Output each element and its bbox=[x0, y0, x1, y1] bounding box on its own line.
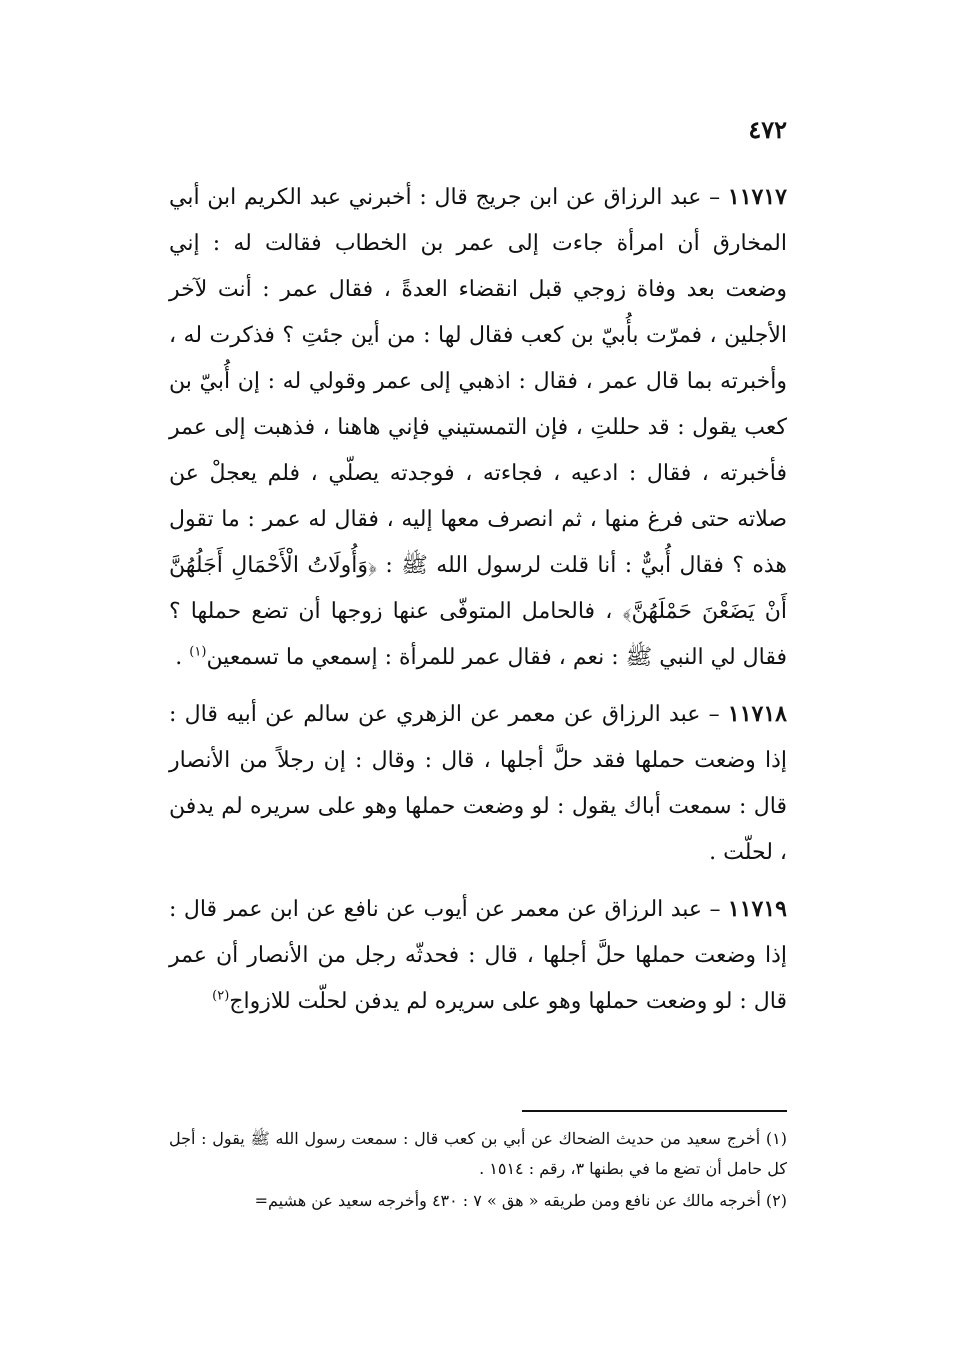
footnote-divider bbox=[522, 1110, 787, 1112]
main-text bbox=[169, 174, 787, 1035]
footnote-ref: (٢) bbox=[212, 988, 230, 1004]
hadith-text: – عبد الرزاق عن معمر عن الزهري عن سالم عن أبيه قال : إذا وضعت حملها فقد حلَّ أجلها ، قال : وقال : إن رجلاً من الأنصار قال : سمعت أباك يقول : لو وضعت حملها وهو على سريره لم يدفن ، لحلّت . bbox=[169, 702, 787, 865]
footnote: (١) أخرج سعيد من حديث الضحاك عن أبي بن كعب قال : سمعت رسول الله ﷺ يقول : أجل كل حامل أن تضع ما في بطنها ٣، رقم : ١٥١٤ . bbox=[169, 1129, 787, 1178]
hadith-text: – عبد الرزاق عن معمر عن أيوب عن نافع عن ابن عمر قال : إذا وضعت حملها حلَّ أجلها ، قال : فحدثّه رجل من الأنصار أن عمر قال : لو وضعت حملها وهو على سريره لم يدفن لحلّت للازواج bbox=[169, 897, 787, 1014]
hadith-number: ١١٧١٩ bbox=[727, 896, 787, 922]
footnotes bbox=[169, 1124, 787, 1218]
page-number: ٤٧٢ bbox=[748, 115, 787, 144]
footnote: (٢) أخرجه مالك عن نافع ومن طريقه « هق » ٧ : ٤٣٠ وأخرجه سعيد عن هشيم= bbox=[254, 1191, 787, 1210]
hadith-tail: . bbox=[175, 645, 183, 670]
hadith-number: ١١٧١٧ bbox=[727, 184, 787, 210]
hadith-text: – عبد الرزاق عن ابن جريج قال : أخبرني عبد الكريم ابن أبي المخارق أن امرأة جاءت إلى عمر بن الخطاب فقالت له : إني وضعت بعد وفاة زوجي قبل انقضاء العدةً ، فقال عمر : أنت لآخر الأجلين ، فمرّت بأُبيّ بن كعب فقال لها : من أين جئتِ ؟ فذكرت له ، وأخبرته بما قال عمر ، فقال : اذهبي إلى عمر وقولي له : إن أُبيّ بن كعب يقول : قد حللتِ ، فإن التمستيني فإني هاهنا ، فذهبت إلى عمر فأخبرته ، فقال : ادعيه ، فجاءته ، فوجدته يصلّي ، فلم يعجلْ عن صلاته حتى فرغ منها ، ثم انصرف معها إليه ، فقال له عمر : ما تقول هذه ؟ فقال أُبيٌّ : أنا قلت لرسول الله ﷺ : ﴿وَأُولَاتُ الْأَحْمَالِ أَجَلُهُنَّ أَنْ يَضَعْنَ حَمْلَهُنَّ﴾ ، فالحامل المتوفّى عنها زوجها أن تضع حملها ؟ فقال لي النبي ﷺ : نعم ، فقال عمر للمرأة : إسمعي ما تسمعين bbox=[169, 185, 787, 670]
hadith-paragraph bbox=[169, 886, 787, 1025]
hadith-paragraph bbox=[169, 691, 787, 876]
hadith-number: ١١٧١٨ bbox=[727, 701, 787, 727]
footnote-ref: (١) bbox=[189, 644, 207, 660]
hadith-paragraph bbox=[169, 174, 787, 681]
